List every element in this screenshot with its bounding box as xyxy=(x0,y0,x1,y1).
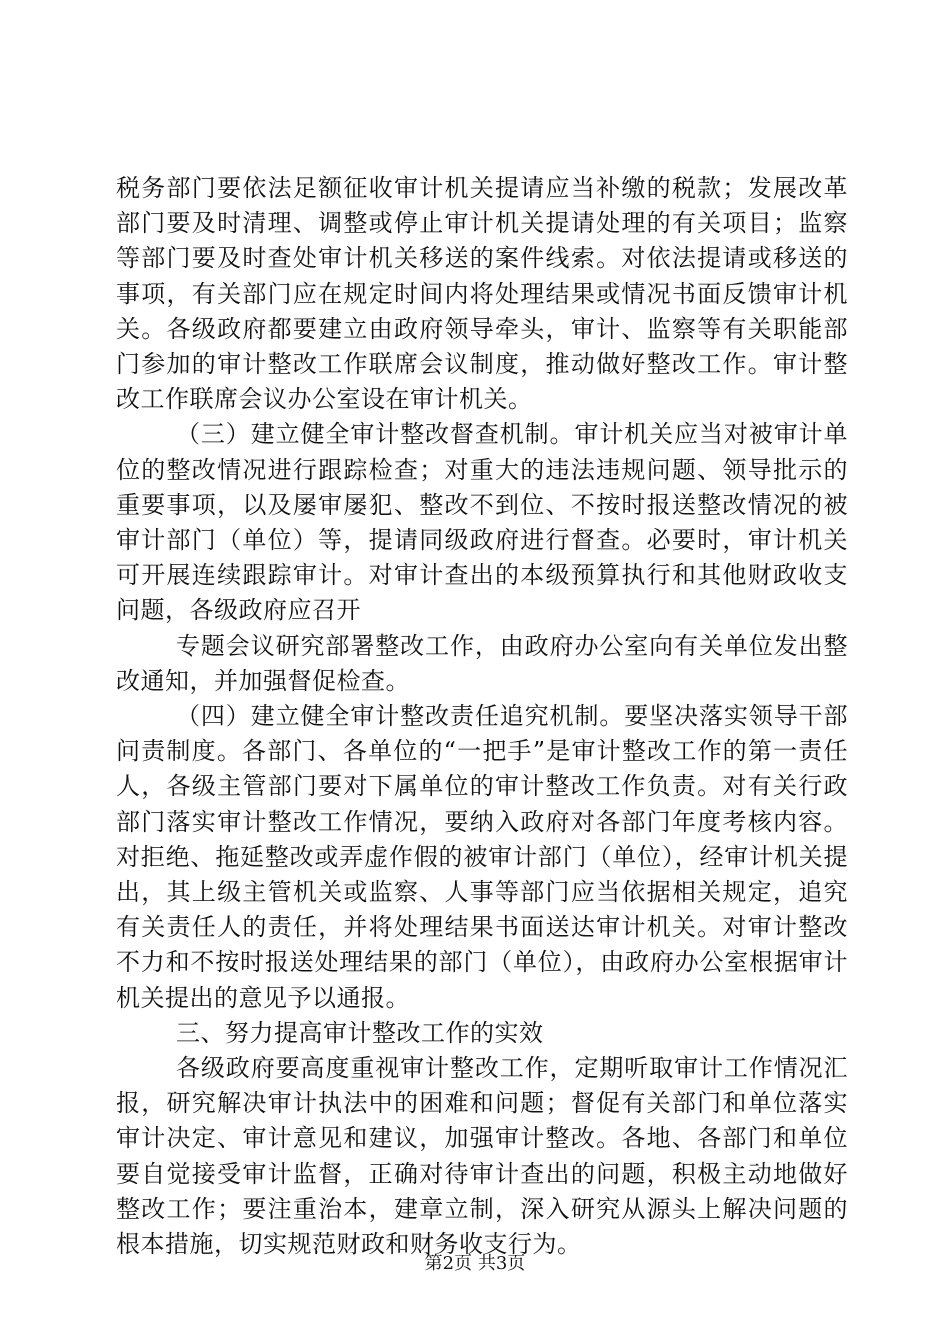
section-heading-effectiveness: 三、努力提高审计整改工作的实效 xyxy=(176,1018,544,1047)
paragraph-tax-reform: 税务部门要依法足额征收审计机关提请应当补缴的税款；发展改革部门要及时清理、调整或停止审计机关提请处理的有关项目；监察等部门要及时查处审计机关移送的案件线索。对依法提请或移送的事项，有关部门应在规定时间内将处理结果或情况书面反馈审计机关。各级政府都要建立由政府领导牵头，审计、监察等有关职能部门参加的审计整改工作联席会议制度，推动做好整改工作。审计整改工作联席会议办公室设在审计机关。 xyxy=(116,174,848,414)
page-footer xyxy=(0,1252,950,1276)
paragraph-government-attention: 各级政府要高度重视审计整改工作，定期听取审计工作情况汇报，研究解决审计执法中的困难和问题；督促有关部门和单位落实审计决定、审计意见和建议，加强审计整改。各地、各部门和单位要自觉接受审计监督，正确对待审计查出的问题，积极主动地做好整改工作；要注重治本，建章立制，深入研究从源头上解决问题的根本措施，切实规范财政和财务收支行为。 xyxy=(116,1054,848,1259)
paragraph-supervision-mechanism: （三）建立健全审计整改督查机制。审计机关应当对被审计单位的整改情况进行跟踪检查；对重大的违法违规问题、领导批示的重要事项，以及屡审屡犯、整改不到位、不按时报送整改情况的被审计部门（单位）等，提请同级政府进行督查。必要时，审计机关可开展连续跟踪审计。对审计查出的本级预算执行和其他财政收支问题，各级政府应召开 xyxy=(116,420,848,625)
paragraph-special-meeting: 专题会议研究部署整改工作，由政府办公室向有关单位发出整改通知，并加强督促检查。 xyxy=(116,631,848,695)
document-body xyxy=(116,171,848,1262)
page-number-label: 第2页 共3页 xyxy=(424,1253,526,1274)
paragraph-accountability-mechanism: （四）建立健全审计整改责任追究机制。要坚决落实领导干部问责制度。各部门、各单位的“一把手”是审计整改工作的第一责任人，各级主管部门要对下属单位的审计整改工作负责。对有关行政部门落实审计整改工作情况，要纳入政府对各部门年度考核内容。对拒绝、拖延整改或弄虚作假的被审计部门（单位），经审计机关提出，其上级主管机关或监察、人事等部门应当依据相关规定，追究有关责任人的责任，并将处理结果书面送达审计机关。对审计整改不力和不按时报送处理结果的部门（单位），由政府办公室根据审计机关提出的意见予以通报。 xyxy=(116,702,848,1012)
